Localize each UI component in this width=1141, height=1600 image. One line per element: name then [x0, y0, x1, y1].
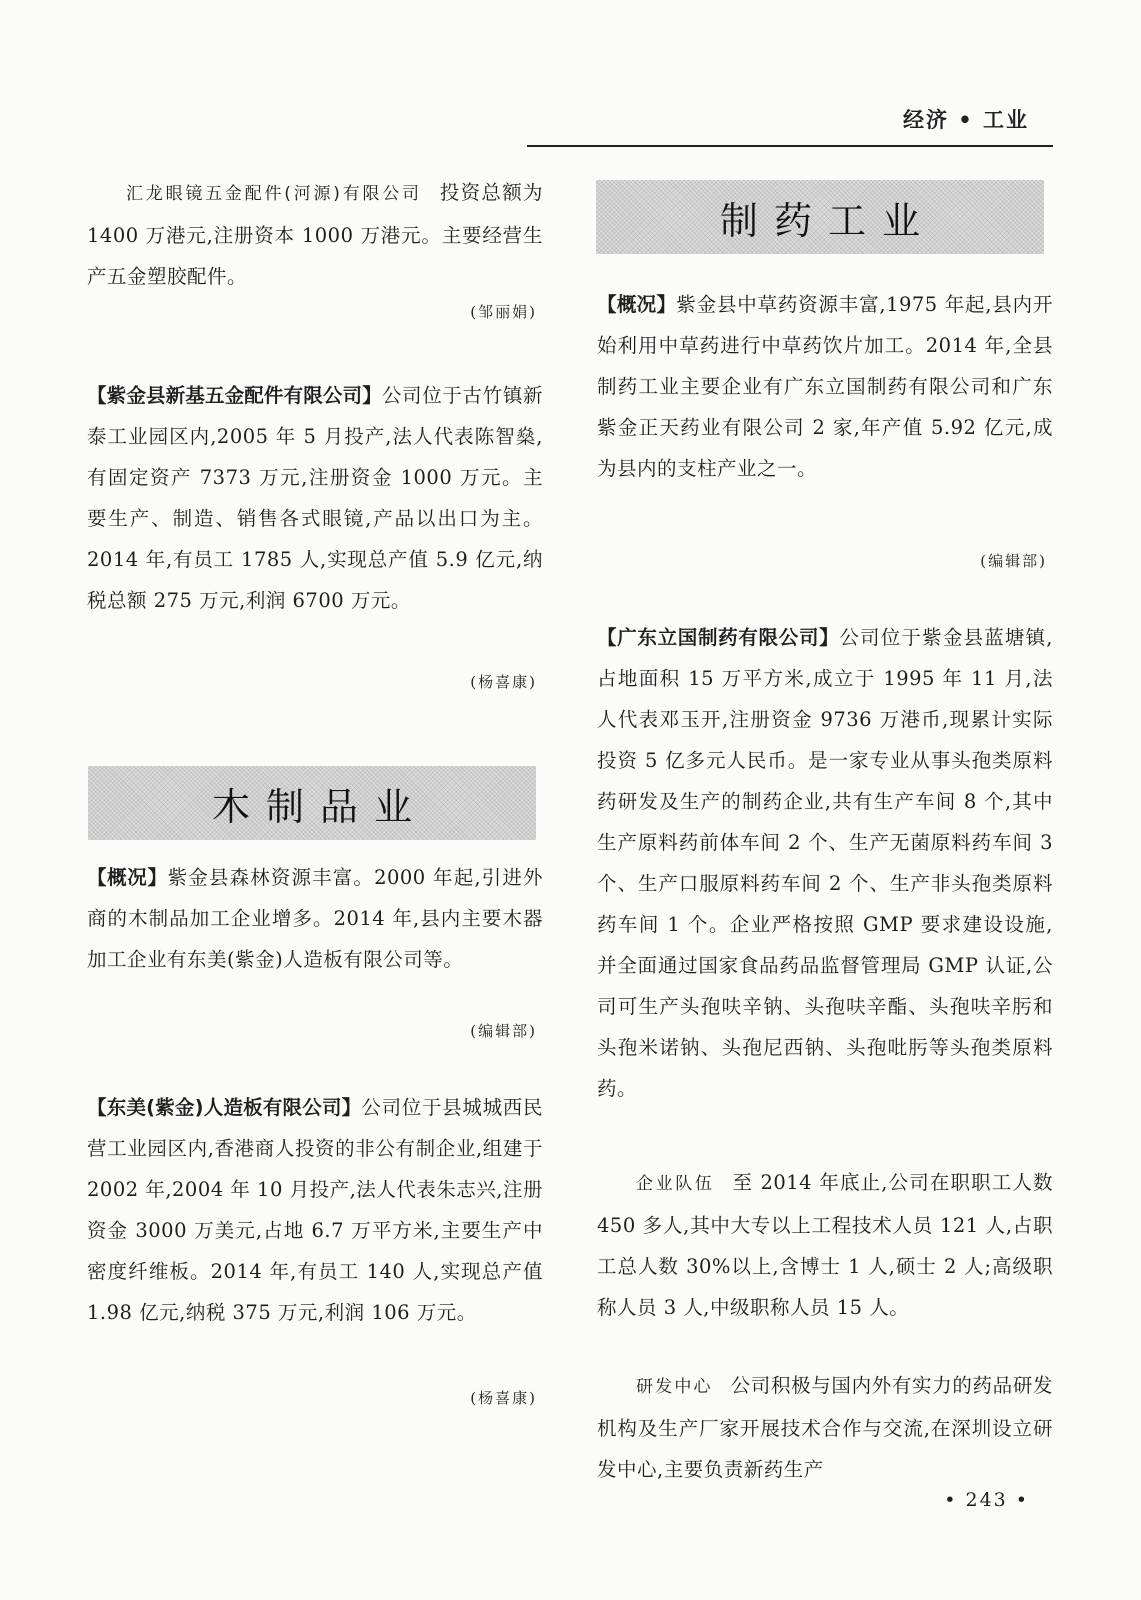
author-pharma-overview: (编辑部) [980, 552, 1047, 570]
entry-xinji-title: 【紫金县新基五金配件有限公司】 [87, 384, 382, 407]
rd-subtitle: 研发中心 [636, 1377, 713, 1397]
entry-huilong [87, 172, 543, 297]
entry-huilong-name: 汇龙眼镜五金配件(河源)有限公司 [126, 184, 422, 204]
section-title-wood: 木制品业 [211, 784, 428, 829]
overview-wood-title: 【概况】 [87, 866, 168, 889]
author-huilong: (邹丽娟) [470, 303, 537, 321]
author-wood-overview: (编辑部) [470, 1022, 537, 1040]
running-header: 经济 • 工业 [902, 108, 1029, 132]
entry-team-body [597, 1162, 1053, 1328]
overview-wood-body [87, 857, 543, 980]
author-dongmei: (杨喜康) [470, 1389, 537, 1407]
entry-rd [597, 1365, 1053, 1490]
entry-xinji [87, 375, 543, 621]
entry-liguo-body [597, 617, 1053, 1109]
entry-liguo-title: 【广东立国制药有限公司】 [597, 626, 840, 649]
section-title-pharma: 制药工业 [719, 198, 936, 243]
entry-dongmei [87, 1087, 543, 1333]
entry-xinji-text: 公司位于古竹镇新泰工业园区内,2005 年 5 月投产,法人代表陈智燊,有固定资产 7373 万元,注册资金 1000 万元。主要生产、制造、销售各式眼镜,产品以出口为主。2014 年,有员工 1785 人,实现总产值 5.9 亿元,纳税总额 275 万元,利润 6700 万元。 [87, 384, 543, 612]
entry-liguo-text: 公司位于紫金县蓝塘镇,占地面积 15 万平方米,成立于 1995 年 11 月,法人代表邓玉开,注册资金 9736 万港币,现累计实际投资 5 亿多元人民币。是一家专业从事头孢类原料药研发及生产的制药企业,共有生产车间 8 个,其中生产原料药前体车间 2 个、生产无菌原料药车间 3 个、生产口服原料药车间 2 个、生产非头孢类原料药车间 1 个。企业严格按照 GMP 要求建设设施,并全面通过国家食品药品监督管理局 GMP 认证,公司可生产头孢呋辛钠、头孢呋辛酯、头孢呋辛肟和头孢米诺钠、头孢尼西钠、头孢吡肟等头孢类原料药。 [597, 626, 1053, 1100]
header-rule [527, 145, 1053, 147]
entry-xinji-body [87, 375, 543, 621]
overview-pharma-body [597, 284, 1053, 489]
team-text: 至 2014 年底止,公司在职职工人数 450 多人,其中大专以上工程技术人员 121 人,占职工总人数 30%以上,含博士 1 人,硕士 2 人;高级职称人员 3 人,中级职称人员 15 人。 [597, 1171, 1053, 1319]
overview-wood-text: 紫金县森林资源丰富。2000 年起,引进外商的木制品加工企业增多。2014 年,县内主要木器加工企业有东美(紫金)人造板有限公司等。 [87, 866, 543, 971]
entry-liguo [597, 617, 1053, 1109]
section-banner-pharma [596, 180, 1044, 254]
entry-rd-body [597, 1365, 1053, 1490]
entry-dongmei-text: 公司位于县城城西民营工业园区内,香港商人投资的非公有制企业,组建于 2002 年,2004 年 10 月投产,法人代表朱志兴,注册资金 3000 万美元,占地 6.7 万平方米,主要生产中密度纤维板。2014 年,有员工 140 人,实现总产值 1.98 亿元,纳税 375 万元,利润 106 万元。 [87, 1096, 543, 1324]
entry-huilong-body [87, 172, 543, 297]
entry-huilong-text: 投资总额为 1400 万港元,注册资本 1000 万港元。主要经营生产五金塑胶配件。 [87, 181, 543, 288]
author-xinji: (杨喜康) [470, 673, 537, 691]
overview-pharma [597, 284, 1053, 489]
rd-text: 公司积极与国内外有实力的药品研发机构及生产厂家开展技术合作与交流,在深圳设立研发中心,主要负责新药生产 [597, 1374, 1053, 1481]
entry-team [597, 1162, 1053, 1328]
overview-pharma-text: 紫金县中草药资源丰富,1975 年起,县内开始利用中草药进行中草药饮片加工。2014 年,全县制药工业主要企业有广东立国制药有限公司和广东紫金正天药业有限公司 2 家,年产值 5.92 亿元,成为县内的支柱产业之一。 [597, 293, 1054, 480]
overview-pharma-title: 【概况】 [597, 293, 677, 316]
overview-wood [87, 857, 543, 980]
entry-dongmei-body [87, 1087, 543, 1333]
entry-dongmei-title: 【东美(紫金)人造板有限公司】 [87, 1096, 362, 1119]
team-subtitle: 企业队伍 [636, 1174, 715, 1194]
section-banner-wood [88, 766, 536, 840]
page-number: • 243 • [944, 1489, 1029, 1511]
